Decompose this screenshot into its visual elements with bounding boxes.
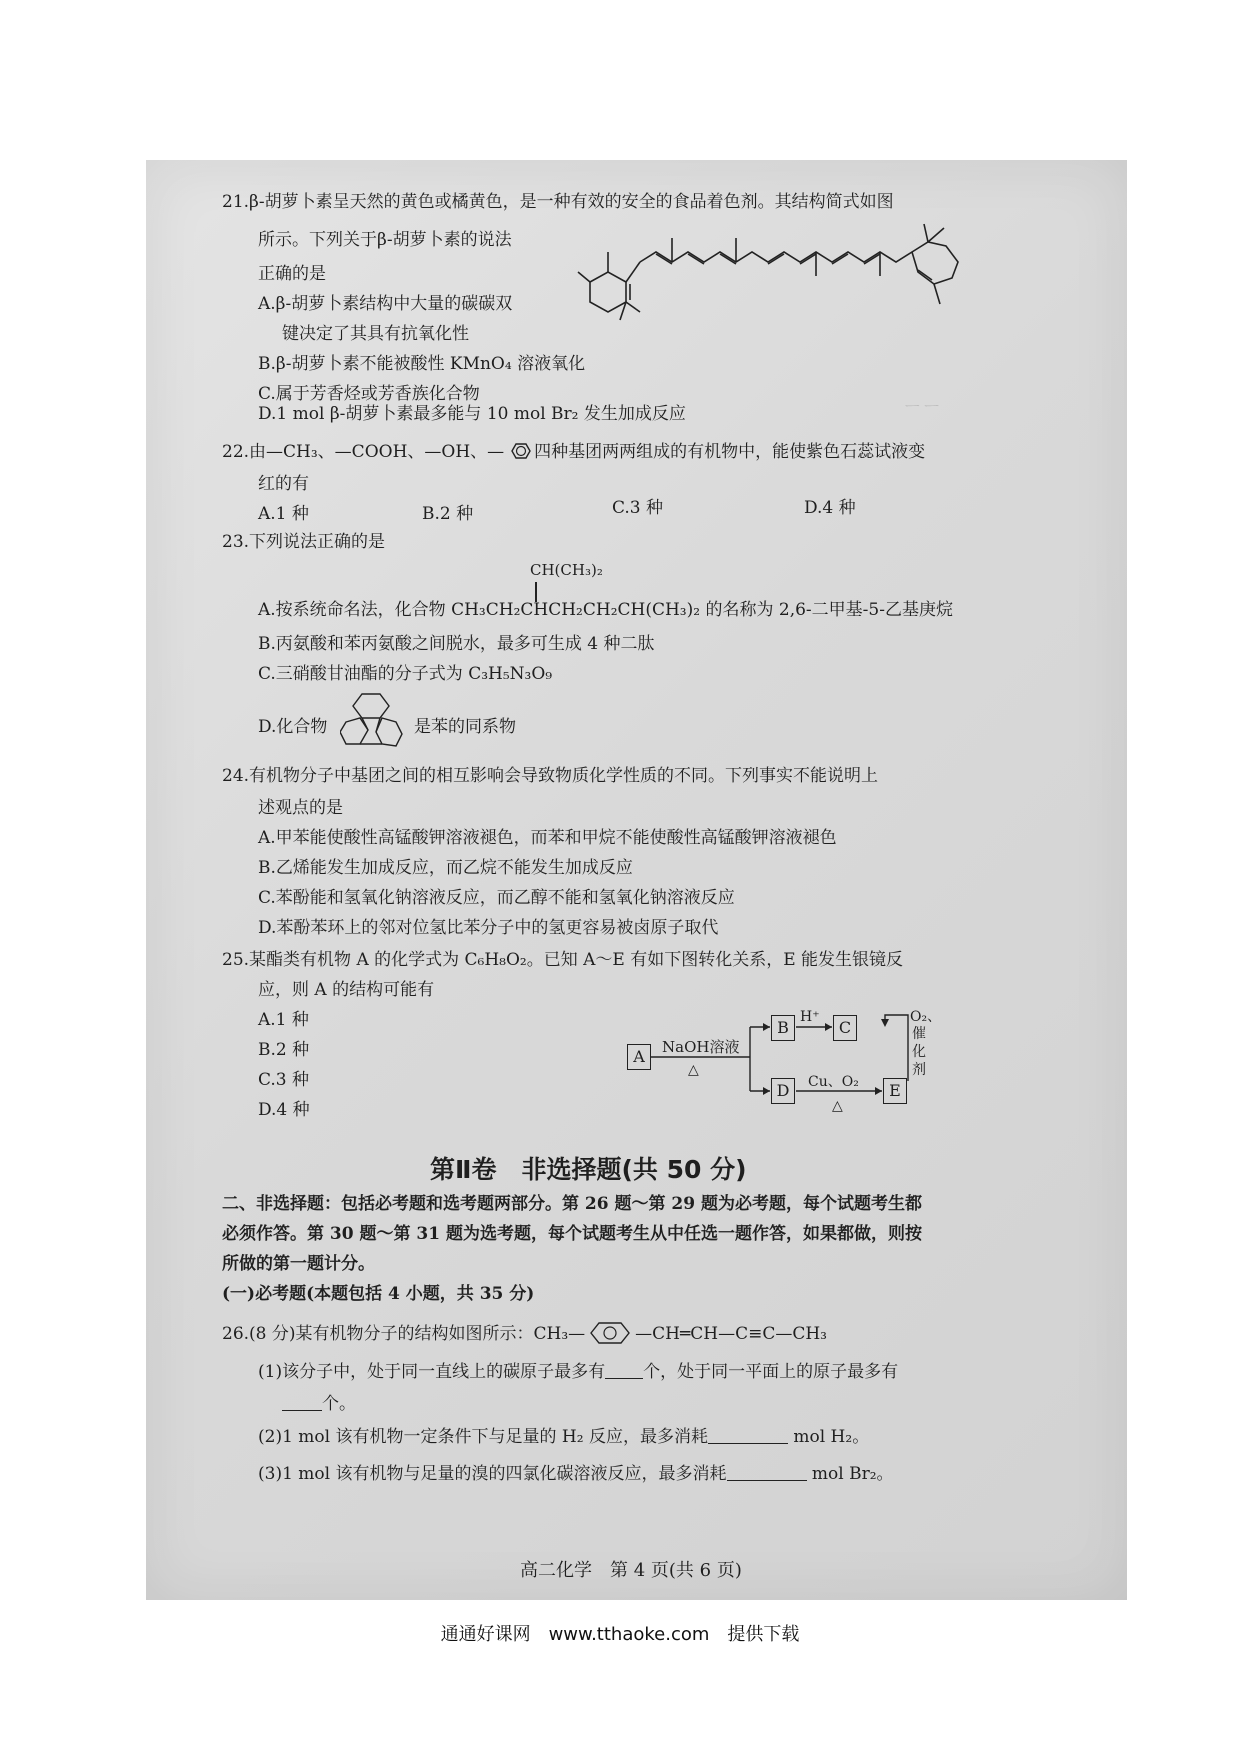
q22-stem-post: 四种基团两两组成的有机物中，能使紫色石蕊试液变 [534, 442, 926, 462]
q24-option-b: B.乙烯能发生加成反应，而乙烷不能发生加成反应 [258, 858, 633, 878]
node-d: D [771, 1078, 795, 1104]
label-cu-o2: Cu、O₂ [808, 1074, 859, 1090]
exam-page-photo [146, 160, 1127, 1600]
section-ii-title: 第Ⅱ卷 非选择题(共 50 分) [430, 1155, 747, 1184]
q23-stem: 23.下列说法正确的是 [222, 532, 386, 552]
q26-part3 [258, 1462, 894, 1486]
q25-option-c: C.3 种 [258, 1070, 310, 1090]
q24-option-a: A.甲苯能使酸性高锰酸钾溶液褪色，而苯和甲烷不能使酸性高锰酸钾溶液褪色 [258, 828, 837, 848]
section-ii-intro-line2: 必须作答。第 30 题～第 31 题为选考题，每个试题考生从中任选一题作答，如果都做，则按 [222, 1224, 922, 1244]
q22-stem-line2: 红的有 [258, 474, 309, 494]
label-delta-2: △ [832, 1098, 843, 1114]
q26-part2-a: (2)1 mol 该有机物一定条件下与足量的 H₂ 反应，最多消耗 [258, 1427, 708, 1447]
triptycene-structure [340, 690, 410, 752]
label-delta-1: △ [688, 1062, 699, 1078]
q22-option-d: D.4 种 [804, 498, 856, 518]
answer-blank-1[interactable] [605, 1360, 643, 1379]
node-e: E [883, 1078, 907, 1104]
q22-stem-pre: 22.由—CH₃、—COOH、—OH、— [222, 442, 505, 462]
q21-stem-line2: 所示。下列关于β-胡萝卜素的说法 [258, 230, 512, 250]
q21-stem-line3: 正确的是 [258, 264, 326, 284]
required-questions-heading: (一)必考题(本题包括 4 小题，共 35 分) [222, 1284, 535, 1304]
q26-part1-b: 个，处于同一平面上的原子最多有 [643, 1362, 899, 1382]
q21-option-b: B.β-胡萝卜素不能被酸性 KMnO₄ 溶液氧化 [258, 354, 586, 374]
label-catalyst-1: 催 [912, 1026, 926, 1042]
q26-part1-a: (1)该分子中，处于同一直线上的碳原子最多有 [258, 1362, 606, 1382]
q21-option-d: D.1 mol β-胡萝卜素最多能与 10 mol Br₂ 发生加成反应 [258, 404, 686, 424]
q24-option-c: C.苯酚能和氢氧化钠溶液反应，而乙醇不能和氢氧化钠溶液反应 [258, 888, 735, 908]
q21-stem-line1: 21.β-胡萝卜素呈天然的黄色或橘黄色，是一种有效的安全的食品着色剂。其结构简式如图 [222, 192, 894, 212]
benzene-ring-icon [504, 440, 534, 462]
q21-option-c: C.属于芳香烃或芳香族化合物 [258, 384, 480, 404]
q25-stem-line2: 应，则 A 的结构可能有 [258, 980, 435, 1000]
q23-option-d-post: 是苯的同系物 [414, 717, 516, 737]
benzene-ring-icon [585, 1320, 635, 1346]
q26-part2 [258, 1425, 869, 1449]
q23-option-b: B.丙氨酸和苯丙氨酸之间脱水，最多可生成 4 种二肽 [258, 634, 655, 654]
q23-option-d-pre: D.化合物 [258, 717, 328, 737]
q23-branch-group: CH(CH₃)₂ [530, 561, 603, 579]
node-a: A [627, 1044, 651, 1070]
q25-stem-line1: 25.某酯类有机物 A 的化学式为 C₆H₈O₂。已知 A～E 有如下图转化关系，E 能发生银镜反 [222, 950, 904, 970]
q26-part1-line2 [282, 1392, 356, 1416]
section-ii-intro-line3: 所做的第一题计分。 [222, 1254, 375, 1274]
download-watermark: 通通好课网 www.tthaoke.com 提供下载 [440, 1624, 800, 1645]
page-number: 高二化学 第 4 页(共 6 页) [520, 1560, 742, 1581]
q23-option-c: C.三硝酸甘油酯的分子式为 C₃H₅N₃O₉ [258, 664, 553, 684]
q25-option-a: A.1 种 [258, 1010, 309, 1030]
node-b: B [771, 1015, 795, 1041]
section-ii-intro-line1: 二、非选择题：包括必考题和选考题两部分。第 26 题～第 29 题为必考题，每个试题考生都 [222, 1194, 922, 1214]
q24-stem-line2: 述观点的是 [258, 798, 343, 818]
diagram-arrows [620, 1005, 920, 1115]
node-c: C [833, 1015, 857, 1041]
q25-option-b: B.2 种 [258, 1040, 310, 1060]
q22-option-a: A.1 种 [258, 504, 309, 524]
q26-part3-a: (3)1 mol 该有机物与足量的溴的四氯化碳溶液反应，最多消耗 [258, 1464, 727, 1484]
label-h-plus: H⁺ [800, 1009, 820, 1025]
q22-stem-line1 [222, 440, 925, 464]
answer-blank-2[interactable] [282, 1392, 322, 1411]
beta-carotene-structure [570, 212, 980, 324]
answer-blank-3[interactable] [708, 1425, 788, 1444]
bleed-through-text: ᅳ ᅳ [905, 397, 939, 415]
q26-stem [222, 1320, 827, 1346]
label-naoh: NaOH溶液 [662, 1038, 740, 1056]
label-o2: O₂、 [910, 1009, 942, 1025]
q21-option-a-line2: 键决定了其具有抗氧化性 [282, 324, 469, 344]
q26-stem-pre: 26.(8 分)某有机物分子的结构如图所示：CH₃— [222, 1324, 586, 1344]
q26-stem-post: —CH═CH—C≡C—CH₃ [635, 1324, 827, 1344]
q26-part2-b: mol H₂。 [793, 1427, 870, 1447]
q21-option-a-line1: A.β-胡萝卜素结构中大量的碳碳双 [258, 294, 513, 314]
q26-part1-line1 [258, 1360, 898, 1384]
q24-stem-line1: 24.有机物分子中基团之间的相互影响会导致物质化学性质的不同。下列事实不能说明上 [222, 766, 879, 786]
label-catalyst-2: 化 [912, 1044, 926, 1060]
q24-option-d: D.苯酚苯环上的邻对位氢比苯分子中的氢更容易被卤原子取代 [258, 918, 719, 938]
q23-option-a: A.按系统命名法，化合物 CH₃CH₂CHCH₂CH₂CH(CH₃)₂ 的名称为 2,6-二甲基-5-乙基庚烷 [258, 600, 953, 620]
q26-part3-b: mol Br₂。 [811, 1464, 894, 1484]
q22-option-b: B.2 种 [422, 504, 474, 524]
label-catalyst-3: 剂 [912, 1062, 926, 1078]
q25-option-d: D.4 种 [258, 1100, 310, 1120]
answer-blank-4[interactable] [727, 1462, 807, 1481]
q22-option-c: C.3 种 [612, 498, 664, 518]
q26-part1-c: 个。 [322, 1394, 356, 1414]
